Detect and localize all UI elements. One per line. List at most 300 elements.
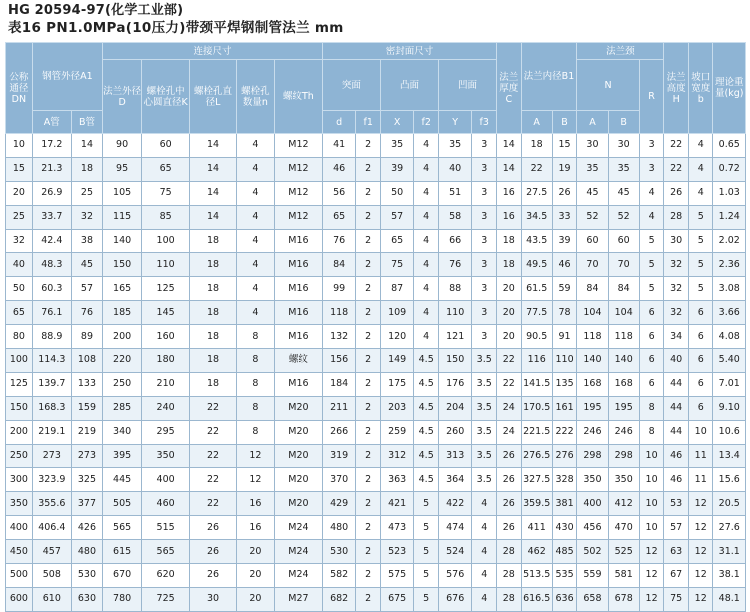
table-title: 表16 PN1.0MPa(10压力)带颈平焊钢制管法兰 mm [8, 20, 344, 36]
table-cell: 636 [552, 587, 577, 611]
table-cell: 2 [356, 444, 381, 468]
table-cell: 2 [356, 420, 381, 444]
table-cell: 175 [380, 372, 413, 396]
table-cell: 14 [497, 157, 522, 181]
table-cell: 20 [236, 587, 274, 611]
table-cell: 4 [414, 205, 439, 229]
table-cell: M27 [274, 587, 322, 611]
table-row [6, 325, 746, 349]
table-cell: 118 [577, 325, 608, 349]
header-raised-face: 突面 [322, 60, 380, 111]
table-cell: 8 [236, 325, 274, 349]
table-cell: 110 [552, 349, 577, 373]
table-cell: 38 [71, 229, 102, 253]
table-cell: 18 [521, 134, 552, 158]
table-cell: 57 [71, 277, 102, 301]
table-cell: M12 [274, 157, 322, 181]
table-cell: 600 [6, 587, 33, 611]
table-cell: 150 [103, 253, 142, 277]
table-cell: 6 [688, 325, 713, 349]
table-cell: 170.5 [521, 396, 552, 420]
table-cell: 2 [356, 468, 381, 492]
table-cell: 125 [142, 277, 190, 301]
table-row [6, 253, 746, 277]
table-cell: 450 [6, 540, 33, 564]
header-x: X [380, 111, 413, 134]
table-cell: 200 [6, 420, 33, 444]
table-cell: 90.5 [521, 325, 552, 349]
table-cell: 5 [414, 587, 439, 611]
table-cell: 10 [639, 492, 664, 516]
table-cell: M16 [274, 229, 322, 253]
table-cell: 10 [688, 420, 713, 444]
table-cell: 45 [71, 253, 102, 277]
header-pipe-a: A管 [32, 111, 71, 134]
table-cell: 20 [497, 277, 522, 301]
table-cell: 35 [577, 157, 608, 181]
table-cell: 395 [103, 444, 142, 468]
table-cell: 474 [438, 516, 471, 540]
table-cell: 70 [577, 253, 608, 277]
table-cell: 50 [6, 277, 33, 301]
table-row [6, 181, 746, 205]
table-cell: 500 [6, 564, 33, 588]
table-cell: 370 [322, 468, 355, 492]
table-cell: 118 [322, 301, 355, 325]
table-cell: 422 [438, 492, 471, 516]
table-cell: 8 [236, 396, 274, 420]
header-n: N [577, 60, 639, 111]
table-cell: 185 [103, 301, 142, 325]
table-cell: 4 [414, 157, 439, 181]
table-cell: 429 [322, 492, 355, 516]
table-cell: 8 [639, 396, 664, 420]
table-cell: 100 [142, 229, 190, 253]
table-cell: 10 [639, 444, 664, 468]
table-cell: 133 [71, 372, 102, 396]
header-bore: 法兰内径B1 [521, 43, 577, 111]
table-cell: 5.40 [713, 349, 746, 373]
table-cell: 58 [438, 205, 471, 229]
table-cell: 582 [322, 564, 355, 588]
table-cell: 3 [472, 229, 497, 253]
table-cell: 156 [322, 349, 355, 373]
table-cell: 110 [438, 301, 471, 325]
table-cell: 34 [664, 325, 689, 349]
table-cell: 50 [380, 181, 413, 205]
table-cell: 2 [356, 587, 381, 611]
table-cell: 676 [438, 587, 471, 611]
table-cell: 5 [639, 253, 664, 277]
table-cell: 16 [236, 492, 274, 516]
table-cell: 5 [688, 277, 713, 301]
table-cell: 46 [322, 157, 355, 181]
table-cell: 65 [322, 205, 355, 229]
table-cell: 2 [356, 564, 381, 588]
table-cell: 75 [380, 253, 413, 277]
table-cell: 5 [639, 277, 664, 301]
table-cell: 160 [142, 325, 190, 349]
table-cell: 273 [32, 444, 71, 468]
table-cell: 76 [71, 301, 102, 325]
table-cell: 327.5 [521, 468, 552, 492]
table-cell: 26 [664, 181, 689, 205]
table-cell: 430 [552, 516, 577, 540]
table-cell: 400 [6, 516, 33, 540]
table-cell: 33 [552, 205, 577, 229]
table-cell: 3.5 [472, 396, 497, 420]
table-cell: 313 [438, 444, 471, 468]
table-cell: 559 [577, 564, 608, 588]
table-cell: 195 [577, 396, 608, 420]
table-cell: 14 [190, 157, 237, 181]
table-cell: 84 [577, 277, 608, 301]
table-cell: 246 [608, 420, 639, 444]
table-cell: 20 [497, 325, 522, 349]
table-cell: 49.5 [521, 253, 552, 277]
table-cell: 1.24 [713, 205, 746, 229]
table-cell: 110 [142, 253, 190, 277]
table-cell: 535 [552, 564, 577, 588]
table-cell: 26 [190, 540, 237, 564]
table-cell: 412 [608, 492, 639, 516]
table-row [6, 372, 746, 396]
table-cell: 18 [497, 229, 522, 253]
table-cell: 3 [639, 134, 664, 158]
table-cell: 95 [103, 157, 142, 181]
table-cell: 8 [639, 420, 664, 444]
table-cell: 48.3 [32, 253, 71, 277]
table-cell: 5 [414, 516, 439, 540]
table-cell: 141.5 [521, 372, 552, 396]
table-cell: 221.5 [521, 420, 552, 444]
header-r: R [639, 60, 664, 134]
table-cell: 20 [497, 301, 522, 325]
table-cell: 364 [438, 468, 471, 492]
table-cell: 4 [414, 229, 439, 253]
table-cell: 2 [356, 253, 381, 277]
table-cell: 18 [71, 157, 102, 181]
table-cell: 298 [608, 444, 639, 468]
table-cell: 42.4 [32, 229, 71, 253]
table-row [6, 587, 746, 611]
table-cell: 4 [236, 181, 274, 205]
table-cell: 513.5 [521, 564, 552, 588]
table-cell: 4 [236, 205, 274, 229]
table-cell: 575 [380, 564, 413, 588]
header-neck: 法兰颈 [577, 43, 664, 60]
table-cell: 219.1 [32, 420, 71, 444]
table-cell: 2 [356, 277, 381, 301]
table-cell: 32 [664, 277, 689, 301]
table-cell: 14 [190, 205, 237, 229]
table-cell: 2 [356, 229, 381, 253]
table-cell: 34.5 [521, 205, 552, 229]
table-cell: 75 [142, 181, 190, 205]
table-cell: 140 [577, 349, 608, 373]
table-cell: 12 [688, 540, 713, 564]
table-cell: 2 [356, 134, 381, 158]
header-bolt-hole: 螺栓孔直径L [190, 60, 237, 134]
table-cell: 4 [414, 134, 439, 158]
table-cell: 104 [577, 301, 608, 325]
table-cell: 210 [142, 372, 190, 396]
table-cell: 22 [497, 349, 522, 373]
table-cell: 140 [608, 349, 639, 373]
table-cell: 204 [438, 396, 471, 420]
table-cell: 340 [103, 420, 142, 444]
table-cell: 8 [236, 420, 274, 444]
table-cell: 15 [552, 134, 577, 158]
header-thickness: 法兰厚度C [497, 43, 522, 134]
table-cell: 350 [608, 468, 639, 492]
table-cell: 35 [438, 134, 471, 158]
table-cell: 502 [577, 540, 608, 564]
table-cell: 250 [6, 444, 33, 468]
table-cell: 91 [552, 325, 577, 349]
table-cell: 377 [71, 492, 102, 516]
table-cell: 3 [472, 157, 497, 181]
table-cell: 3 [639, 157, 664, 181]
flange-spec-table [5, 42, 746, 612]
table-cell: 4 [639, 181, 664, 205]
table-cell: 250 [103, 372, 142, 396]
table-cell: 259 [380, 420, 413, 444]
table-row [6, 468, 746, 492]
table-cell: 30 [577, 134, 608, 158]
table-cell: 18 [190, 253, 237, 277]
table-cell: 4 [472, 564, 497, 588]
table-cell: M16 [274, 372, 322, 396]
table-cell: 2 [356, 157, 381, 181]
table-cell: 4 [688, 157, 713, 181]
table-cell: 4 [472, 540, 497, 564]
table-cell: 132 [322, 325, 355, 349]
table-cell: 12 [639, 564, 664, 588]
table-cell: 125 [6, 372, 33, 396]
table-cell: 35 [608, 157, 639, 181]
table-cell: 2 [356, 540, 381, 564]
table-cell: 515 [142, 516, 190, 540]
table-body [6, 134, 746, 612]
table-cell: 565 [142, 540, 190, 564]
table-cell: 10 [639, 468, 664, 492]
table-cell: 57 [380, 205, 413, 229]
table-cell: 46 [552, 253, 577, 277]
table-cell: 3.08 [713, 277, 746, 301]
table-cell: 18 [497, 253, 522, 277]
header-sealing: 密封面尺寸 [322, 43, 496, 60]
header-female-face: 凹面 [438, 60, 496, 111]
table-cell: 38.1 [713, 564, 746, 588]
table-cell: 33.7 [32, 205, 71, 229]
table-cell: M24 [274, 516, 322, 540]
table-cell: 18 [190, 229, 237, 253]
table-cell: 118 [608, 325, 639, 349]
table-cell: 63 [664, 540, 689, 564]
table-cell: 105 [103, 181, 142, 205]
table-cell: 65 [380, 229, 413, 253]
table-cell: 44 [664, 420, 689, 444]
table-cell: 678 [608, 587, 639, 611]
table-cell: 3.5 [472, 372, 497, 396]
table-cell: 400 [577, 492, 608, 516]
table-cell: 6 [639, 325, 664, 349]
table-cell: 2 [356, 492, 381, 516]
table-cell: 13.4 [713, 444, 746, 468]
table-cell: 140 [103, 229, 142, 253]
table-cell: 203 [380, 396, 413, 420]
table-cell: 2 [356, 516, 381, 540]
table-cell: 6 [688, 301, 713, 325]
table-cell: 4 [414, 181, 439, 205]
table-row [6, 157, 746, 181]
table-cell: M16 [274, 253, 322, 277]
table-cell: 100 [6, 349, 33, 373]
table-cell: 35 [380, 134, 413, 158]
table-cell: M24 [274, 540, 322, 564]
header-f3: f3 [472, 111, 497, 134]
table-cell: 60 [142, 134, 190, 158]
table-cell: 4 [472, 492, 497, 516]
table-cell: 30 [664, 229, 689, 253]
table-cell: 2 [356, 181, 381, 205]
table-cell: 31.1 [713, 540, 746, 564]
table-row [6, 516, 746, 540]
table-cell: 3.5 [472, 444, 497, 468]
table-cell: 80 [6, 325, 33, 349]
table-cell: 1.03 [713, 181, 746, 205]
header-thread: 螺纹Th [274, 60, 322, 134]
table-cell: 12 [639, 540, 664, 564]
header-n-b: B [608, 111, 639, 134]
table-cell: 2 [356, 301, 381, 325]
table-cell: 108 [71, 349, 102, 373]
header-flange-od: 法兰外径D [103, 60, 142, 134]
table-cell: 523 [380, 540, 413, 564]
table-cell: 44 [664, 396, 689, 420]
table-cell: 2 [356, 349, 381, 373]
table-cell: 456 [577, 516, 608, 540]
table-cell: 114.3 [32, 349, 71, 373]
table-cell: 22 [664, 134, 689, 158]
table-cell: M20 [274, 444, 322, 468]
table-cell: M12 [274, 181, 322, 205]
table-cell: 51 [438, 181, 471, 205]
table-cell: 350 [577, 468, 608, 492]
table-cell: 411 [521, 516, 552, 540]
header-d: d [322, 111, 355, 134]
table-cell: 16 [497, 181, 522, 205]
table-cell: 525 [608, 540, 639, 564]
table-cell: 76.1 [32, 301, 71, 325]
table-cell: 85 [142, 205, 190, 229]
table-cell: 4 [472, 587, 497, 611]
table-cell: 60 [608, 229, 639, 253]
table-cell: 77.5 [521, 301, 552, 325]
table-cell: 328 [552, 468, 577, 492]
table-cell: 52 [608, 205, 639, 229]
table-cell: 17.2 [32, 134, 71, 158]
table-cell: 200 [103, 325, 142, 349]
table-cell: 88.9 [32, 325, 71, 349]
table-cell: 22 [190, 420, 237, 444]
table-cell: 12 [688, 587, 713, 611]
table-cell: 139.7 [32, 372, 71, 396]
table-cell: 470 [608, 516, 639, 540]
table-cell: 524 [438, 540, 471, 564]
table-cell: 22 [190, 468, 237, 492]
table-cell: 363 [380, 468, 413, 492]
table-cell: 14 [190, 181, 237, 205]
table-cell: 26 [190, 516, 237, 540]
table-row [6, 134, 746, 158]
table-cell: 615 [103, 540, 142, 564]
table-cell: 276.5 [521, 444, 552, 468]
table-cell: 16 [497, 205, 522, 229]
table-cell: 4.08 [713, 325, 746, 349]
table-cell: 22 [190, 444, 237, 468]
table-cell: 28 [497, 564, 522, 588]
table-cell: 18 [190, 349, 237, 373]
table-cell: 220 [103, 349, 142, 373]
table-row [6, 444, 746, 468]
table-cell: 76 [322, 229, 355, 253]
table-cell: 3.5 [472, 420, 497, 444]
table-cell: 5 [688, 229, 713, 253]
table-cell: 480 [71, 540, 102, 564]
table-cell: 39 [552, 229, 577, 253]
table-cell: 32 [664, 253, 689, 277]
table-cell: 350 [6, 492, 33, 516]
table-cell: 135 [552, 372, 577, 396]
header-bore-a: A [521, 111, 552, 134]
table-cell: 20 [236, 540, 274, 564]
table-cell: 273 [71, 444, 102, 468]
table-cell: 6 [688, 396, 713, 420]
table-cell: 3 [472, 253, 497, 277]
table-cell: 22 [190, 492, 237, 516]
table-cell: 406.4 [32, 516, 71, 540]
table-row [6, 396, 746, 420]
table-cell: 4 [414, 301, 439, 325]
table-cell: 3 [472, 134, 497, 158]
table-cell: 67 [664, 564, 689, 588]
table-cell: 30 [608, 134, 639, 158]
table-cell: 0.72 [713, 157, 746, 181]
table-cell: 5 [688, 205, 713, 229]
table-row [6, 349, 746, 373]
table-cell: 4.5 [414, 372, 439, 396]
header-connection: 连接尺寸 [103, 43, 323, 60]
table-cell: 9.10 [713, 396, 746, 420]
table-cell: 2 [356, 396, 381, 420]
table-cell: 24 [497, 396, 522, 420]
table-cell: 40 [664, 349, 689, 373]
table-row [6, 229, 746, 253]
table-cell: 11 [688, 444, 713, 468]
table-cell: 4 [414, 277, 439, 301]
table-cell: 18 [190, 325, 237, 349]
table-cell: 59 [552, 277, 577, 301]
table-cell: 2.36 [713, 253, 746, 277]
header-bolt-count: 螺栓孔数量n [236, 60, 274, 134]
table-cell: 168 [577, 372, 608, 396]
table-cell: 11 [688, 468, 713, 492]
table-cell: 145 [142, 301, 190, 325]
table-cell: 300 [6, 468, 33, 492]
table-row [6, 301, 746, 325]
